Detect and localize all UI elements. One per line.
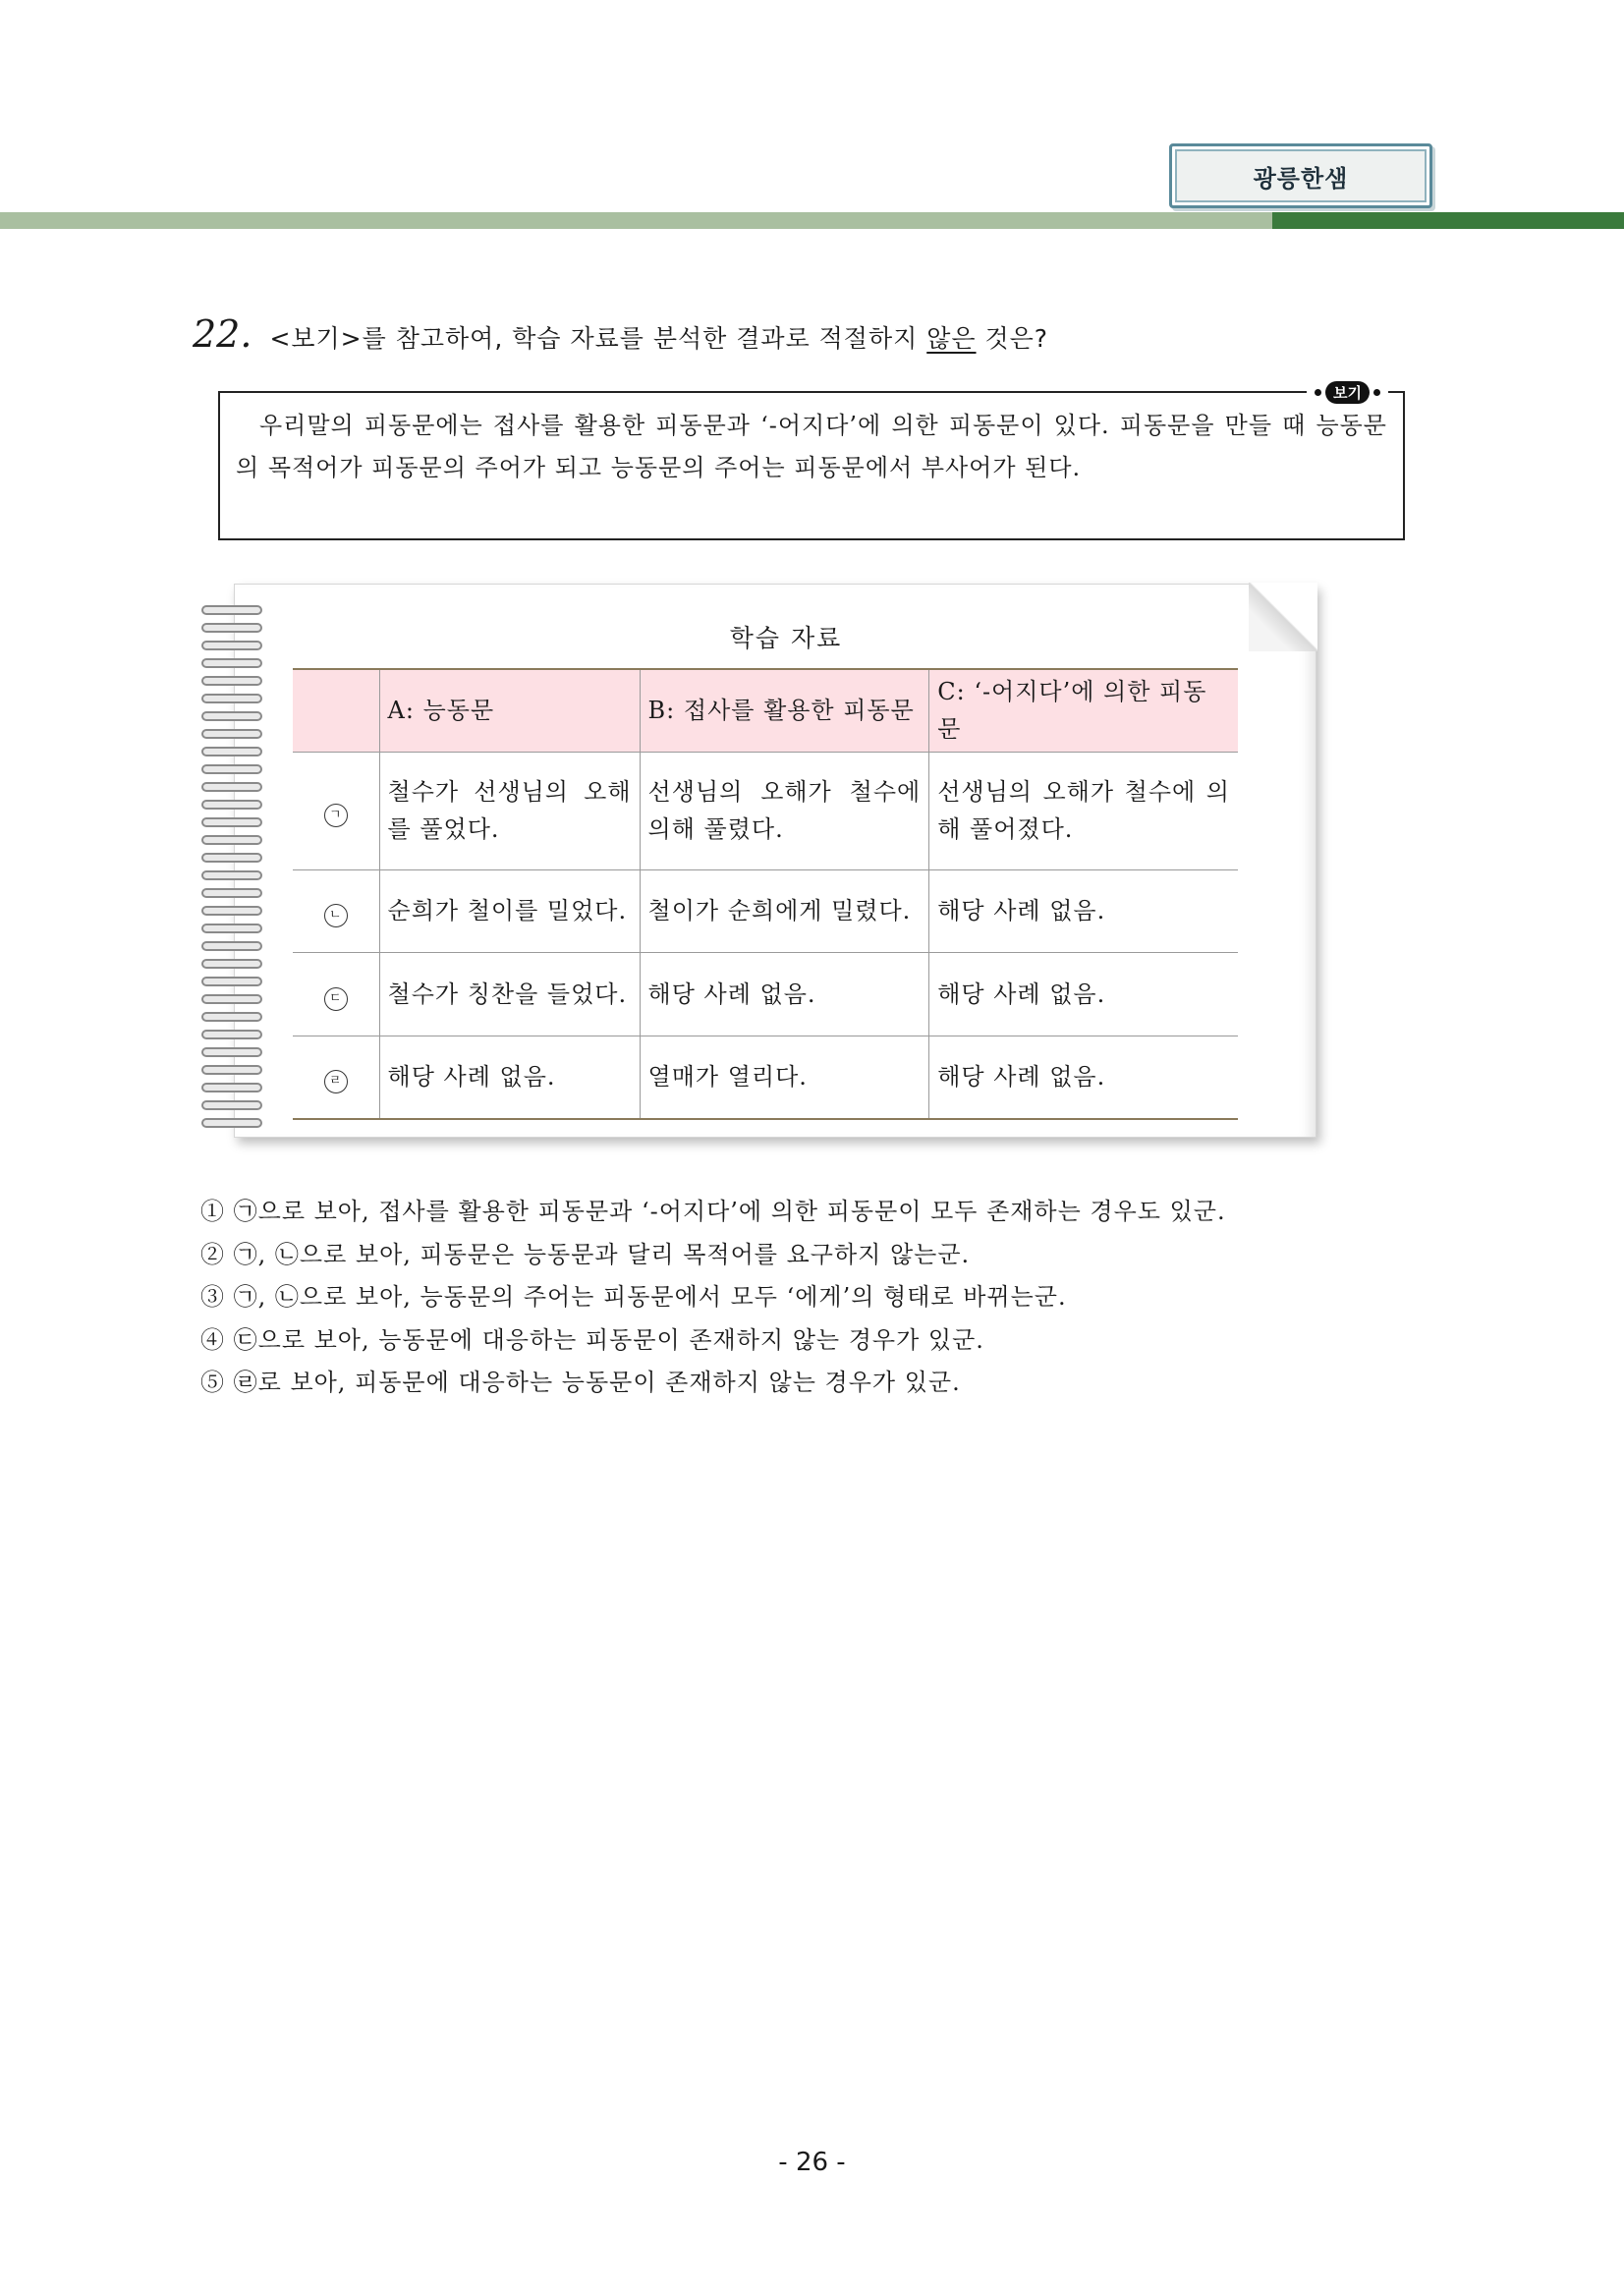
table-row bbox=[293, 869, 1238, 952]
spiral-ring bbox=[201, 764, 262, 774]
header-cell-a: A: 능동문 bbox=[379, 669, 640, 752]
cell-a: 해당 사례 없음. bbox=[379, 1036, 640, 1119]
cell-a: 순희가 철이를 밀었다. bbox=[379, 869, 640, 952]
spiral-ring bbox=[201, 1047, 262, 1057]
bogi-tag-label: 보기 bbox=[1325, 381, 1370, 404]
circled-mark: ㄴ bbox=[324, 904, 348, 927]
cell-c: 해당 사례 없음. bbox=[929, 869, 1238, 952]
question-line bbox=[193, 312, 1048, 356]
cell-b: 해당 사례 없음. bbox=[640, 952, 929, 1036]
spiral-ring bbox=[201, 888, 262, 898]
cell-b: 선생님의 오해가 철수에 의해 풀렸다. bbox=[640, 752, 929, 869]
spiral-ring bbox=[201, 729, 262, 739]
spiral-ring bbox=[201, 959, 262, 969]
row-mark bbox=[293, 952, 379, 1036]
page-number: - 26 - bbox=[778, 2148, 846, 2177]
spiral-ring bbox=[201, 747, 262, 756]
question-text-after: 것은? bbox=[976, 324, 1049, 353]
bogi-text: 우리말의 피동문에는 접사를 활용한 피동문과 ‘-어지다’에 의한 피동문이 있다. 피동문을 만들 때 능동문의 목적어가 피동문의 주어가 되고 능동문의 주어는 피동문에서 부사어가 된다. bbox=[236, 412, 1387, 481]
table-row bbox=[293, 752, 1238, 869]
spiral-ring bbox=[201, 800, 262, 810]
spiral-ring bbox=[201, 694, 262, 703]
question-number: 22. bbox=[193, 312, 252, 356]
choice-3[interactable]: ③ ㉠, ㉡으로 보아, 능동문의 주어는 피동문에서 모두 ‘에게’의 형태로 바뀌는군. bbox=[200, 1283, 1067, 1311]
header-cell-c: C: ‘-어지다’에 의한 피동문 bbox=[929, 669, 1238, 752]
header-badge-label: 광릉한샘 bbox=[1253, 164, 1349, 193]
spiral-ring bbox=[201, 835, 262, 845]
spiral-ring bbox=[201, 994, 262, 1004]
circled-mark: ㄷ bbox=[324, 987, 348, 1011]
spiral-ring bbox=[201, 941, 262, 951]
spiral-ring bbox=[201, 1118, 262, 1128]
header-cell-blank bbox=[293, 669, 379, 752]
question-text-before: <보기>를 참고하여, 학습 자료를 분석한 결과로 적절하지 bbox=[269, 324, 927, 353]
header-badge bbox=[1169, 143, 1432, 208]
spiral-ring bbox=[201, 605, 262, 615]
material-title: 학습 자료 bbox=[729, 624, 843, 652]
material-table bbox=[293, 668, 1238, 1120]
cell-a: 철수가 선생님의 오해를 풀었다. bbox=[379, 752, 640, 869]
header-bar-light bbox=[0, 212, 1272, 229]
spiral-binding bbox=[201, 605, 270, 1136]
table-header-row bbox=[293, 669, 1238, 752]
question-text-underlined: 않은 bbox=[926, 324, 977, 353]
row-mark bbox=[293, 1036, 379, 1119]
table-row bbox=[293, 1036, 1238, 1119]
choice-2[interactable]: ② ㉠, ㉡으로 보아, 피동문은 능동문과 달리 목적어를 요구하지 않는군. bbox=[200, 1240, 971, 1268]
circled-mark: ㄹ bbox=[324, 1070, 348, 1093]
choice-1[interactable]: ① ㉠으로 보아, 접사를 활용한 피동문과 ‘-어지다’에 의한 피동문이 모두 존재하는 경우도 있군. bbox=[200, 1198, 1226, 1225]
spiral-ring bbox=[201, 817, 262, 827]
spiral-ring bbox=[201, 1065, 262, 1075]
table-row bbox=[293, 952, 1238, 1036]
answer-choices bbox=[200, 1191, 1438, 1405]
header-bar-dark bbox=[1272, 212, 1624, 229]
question-text bbox=[269, 319, 1048, 355]
spiral-ring bbox=[201, 782, 262, 792]
bogi-tag-dot-right bbox=[1373, 389, 1380, 396]
spiral-ring bbox=[201, 1083, 262, 1092]
row-mark bbox=[293, 752, 379, 869]
row-mark bbox=[293, 869, 379, 952]
circled-mark: ㄱ bbox=[324, 804, 348, 827]
cell-b: 철이가 순희에게 밀렸다. bbox=[640, 869, 929, 952]
spiral-ring bbox=[201, 853, 262, 863]
spiral-ring bbox=[201, 977, 262, 986]
cell-c: 선생님의 오해가 철수에 의해 풀어졌다. bbox=[929, 752, 1238, 869]
spiral-ring bbox=[201, 711, 262, 721]
choice-4[interactable]: ④ ㉢으로 보아, 능동문에 대응하는 피동문이 존재하지 않는 경우가 있군. bbox=[200, 1325, 984, 1354]
spiral-ring bbox=[201, 676, 262, 686]
spiral-ring bbox=[201, 1100, 262, 1110]
bogi-tag-dot-left bbox=[1315, 389, 1321, 396]
bogi-tag bbox=[1307, 379, 1388, 405]
spiral-ring bbox=[201, 1012, 262, 1022]
spiral-ring bbox=[201, 641, 262, 650]
cell-b: 열매가 열리다. bbox=[640, 1036, 929, 1119]
cell-c: 해당 사례 없음. bbox=[929, 952, 1238, 1036]
spiral-ring bbox=[201, 658, 262, 668]
spiral-ring bbox=[201, 924, 262, 933]
cell-a: 철수가 칭찬을 들었다. bbox=[379, 952, 640, 1036]
spiral-ring bbox=[201, 870, 262, 880]
choice-5[interactable]: ⑤ ㉣로 보아, 피동문에 대응하는 능동문이 존재하지 않는 경우가 있군. bbox=[200, 1369, 961, 1396]
spiral-ring bbox=[201, 623, 262, 633]
spiral-ring bbox=[201, 906, 262, 916]
spiral-ring bbox=[201, 1030, 262, 1039]
cell-c: 해당 사례 없음. bbox=[929, 1036, 1238, 1119]
header-cell-b: B: 접사를 활용한 피동문 bbox=[640, 669, 929, 752]
